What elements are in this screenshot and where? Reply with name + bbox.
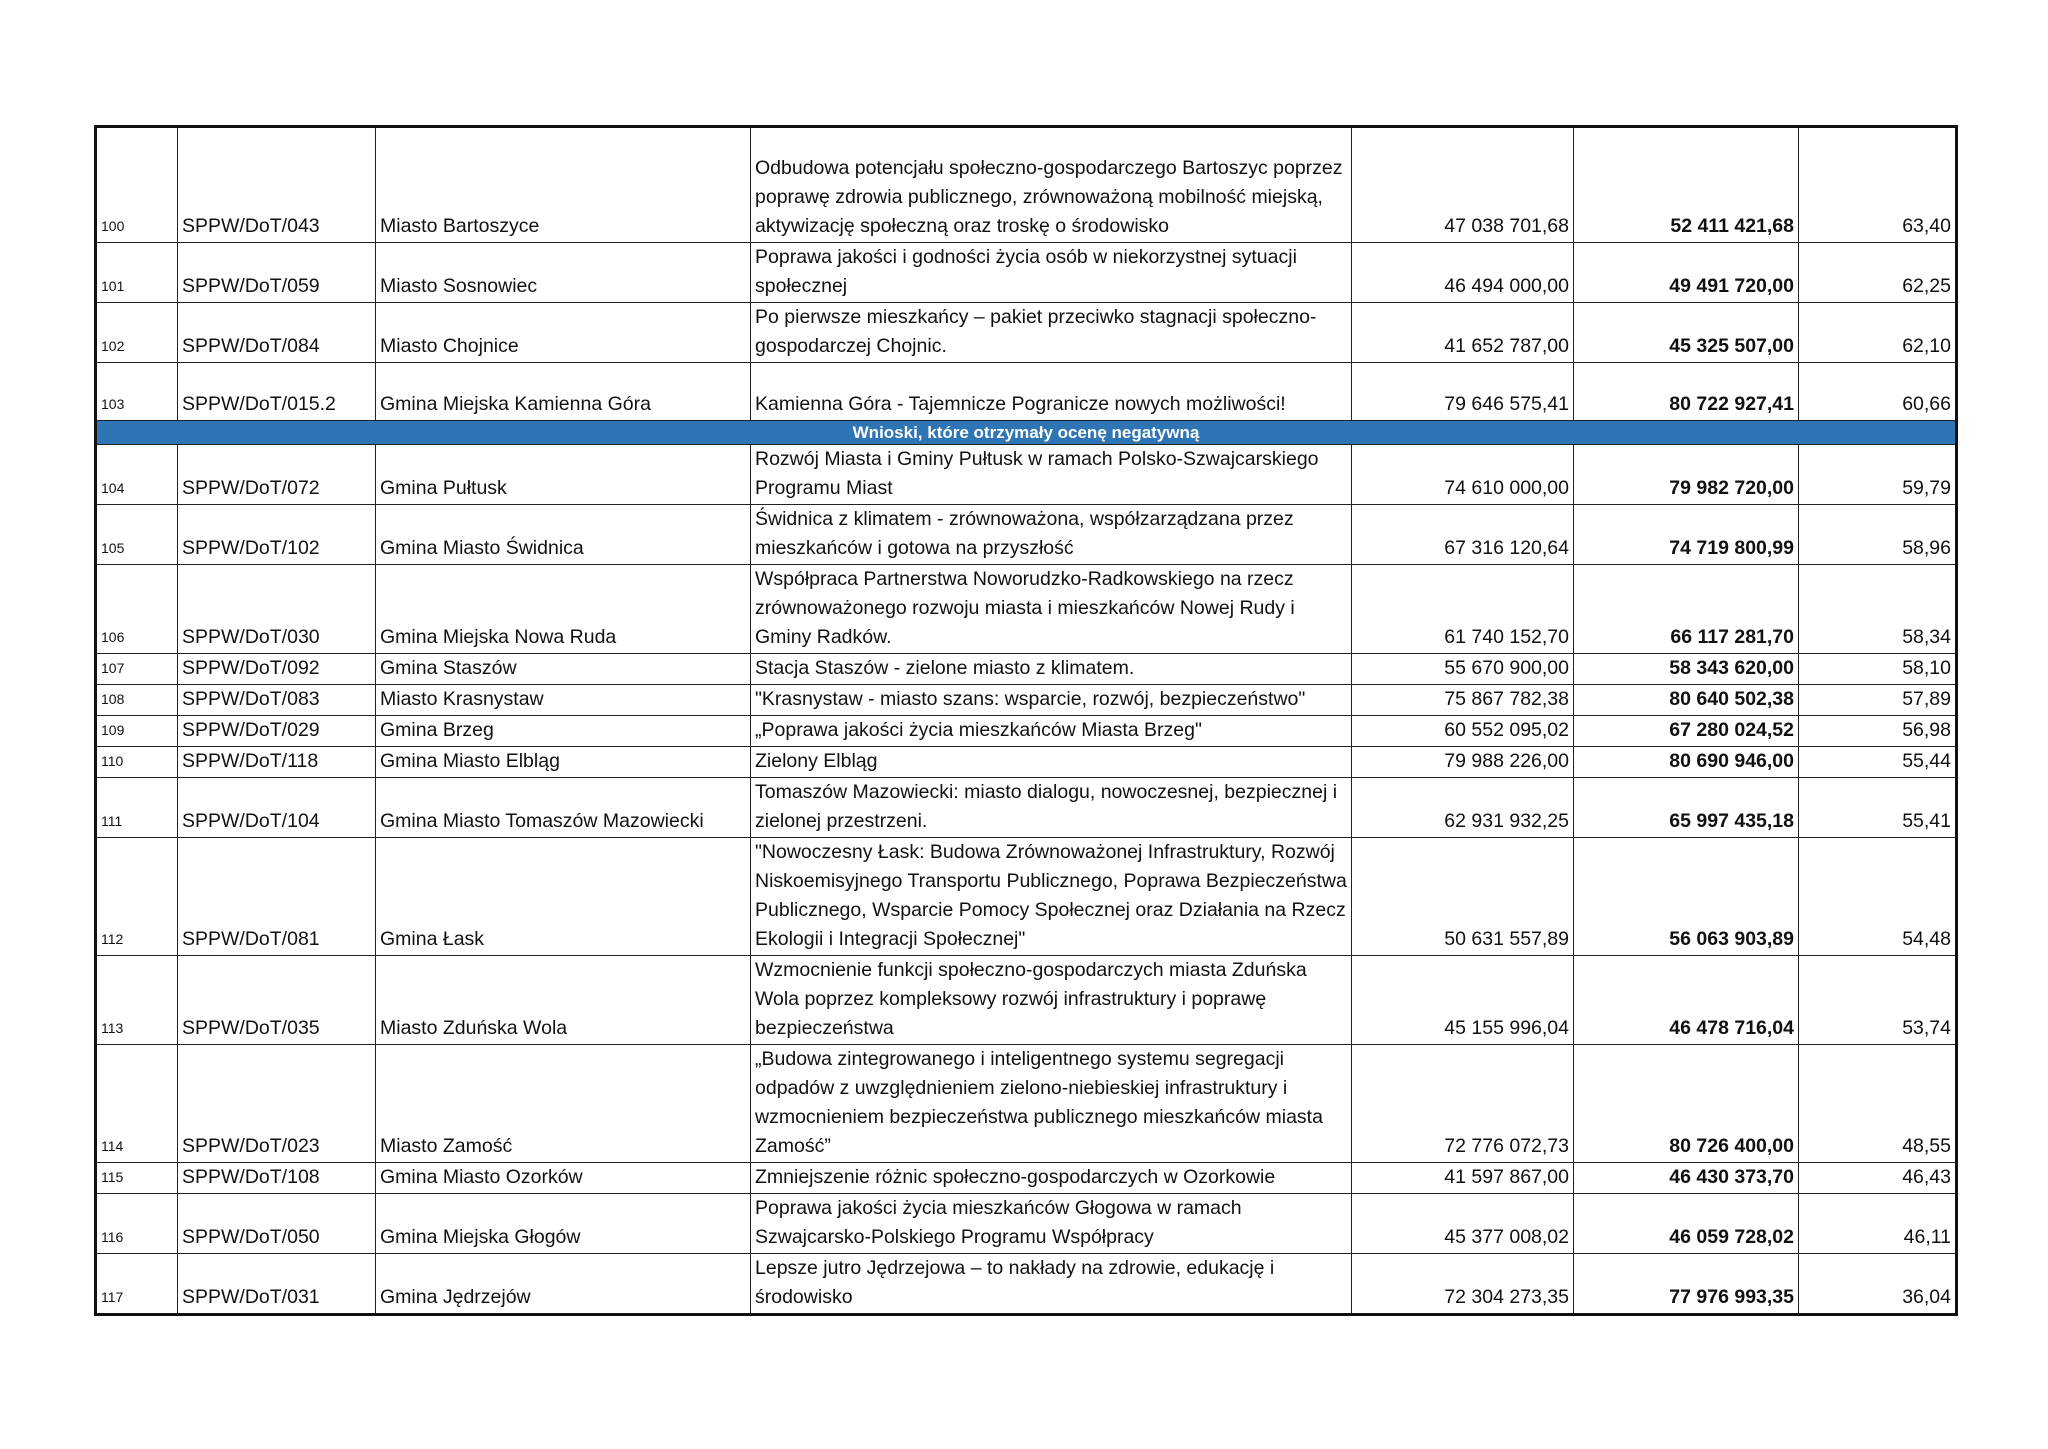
project-title: Rozwój Miasta i Gminy Pułtusk w ramach Polsko-Szwajcarskiego Programu Miast <box>751 445 1352 505</box>
section-header-body <box>96 421 1957 445</box>
table-row <box>96 716 1957 747</box>
application-code: SPPW/DoT/015.2 <box>178 363 376 421</box>
table-row <box>96 1254 1957 1315</box>
applicant-name: Gmina Miasto Ozorków <box>376 1163 751 1194</box>
table-row <box>96 243 1957 303</box>
amount-requested: 61 740 152,70 <box>1352 565 1574 654</box>
score: 57,89 <box>1799 685 1957 716</box>
applicant-name: Gmina Miasto Świdnica <box>376 505 751 565</box>
amount-requested: 50 631 557,89 <box>1352 838 1574 956</box>
amount-total: 65 997 435,18 <box>1574 778 1799 838</box>
amount-total: 79 982 720,00 <box>1574 445 1799 505</box>
application-code: SPPW/DoT/029 <box>178 716 376 747</box>
project-title: „Poprawa jakości życia mieszkańców Miasta Brzeg" <box>751 716 1352 747</box>
score: 58,34 <box>1799 565 1957 654</box>
row-number: 116 <box>96 1194 178 1254</box>
row-number: 108 <box>96 685 178 716</box>
project-title: Stacja Staszów - zielone miasto z klimatem. <box>751 654 1352 685</box>
table-body-after-section <box>96 445 1957 1315</box>
row-number: 117 <box>96 1254 178 1315</box>
amount-requested: 75 867 782,38 <box>1352 685 1574 716</box>
amount-requested: 74 610 000,00 <box>1352 445 1574 505</box>
project-title: Kamienna Góra - Tajemnicze Pogranicze nowych możliwości! <box>751 363 1352 421</box>
applicant-name: Gmina Jędrzejów <box>376 1254 751 1315</box>
amount-requested: 67 316 120,64 <box>1352 505 1574 565</box>
score: 53,74 <box>1799 956 1957 1045</box>
amount-total: 49 491 720,00 <box>1574 243 1799 303</box>
row-number: 113 <box>96 956 178 1045</box>
row-number: 100 <box>96 127 178 243</box>
amount-requested: 41 652 787,00 <box>1352 303 1574 363</box>
score: 60,66 <box>1799 363 1957 421</box>
application-code: SPPW/DoT/043 <box>178 127 376 243</box>
amount-requested: 62 931 932,25 <box>1352 778 1574 838</box>
application-code: SPPW/DoT/023 <box>178 1045 376 1163</box>
amount-requested: 41 597 867,00 <box>1352 1163 1574 1194</box>
amount-requested: 46 494 000,00 <box>1352 243 1574 303</box>
project-title: „Budowa zintegrowanego i inteligentnego systemu segregacji odpadów z uwzględnieniem zielono-niebieskiej infrastruktury i wzmocnieniem bezpieczeństwa publicznego mieszkańców miasta Zamość” <box>751 1045 1352 1163</box>
application-code: SPPW/DoT/072 <box>178 445 376 505</box>
application-code: SPPW/DoT/092 <box>178 654 376 685</box>
application-code: SPPW/DoT/102 <box>178 505 376 565</box>
application-code: SPPW/DoT/083 <box>178 685 376 716</box>
application-code: SPPW/DoT/035 <box>178 956 376 1045</box>
amount-total: 58 343 620,00 <box>1574 654 1799 685</box>
amount-requested: 79 646 575,41 <box>1352 363 1574 421</box>
amount-total: 66 117 281,70 <box>1574 565 1799 654</box>
applicant-name: Miasto Krasnystaw <box>376 685 751 716</box>
applicant-name: Gmina Miejska Nowa Ruda <box>376 565 751 654</box>
table-row <box>96 505 1957 565</box>
applicant-name: Miasto Sosnowiec <box>376 243 751 303</box>
amount-total: 80 722 927,41 <box>1574 363 1799 421</box>
amount-requested: 47 038 701,68 <box>1352 127 1574 243</box>
amount-total: 74 719 800,99 <box>1574 505 1799 565</box>
row-number: 106 <box>96 565 178 654</box>
amount-total: 56 063 903,89 <box>1574 838 1799 956</box>
applications-table <box>94 125 1958 1316</box>
table-row <box>96 1194 1957 1254</box>
score: 46,11 <box>1799 1194 1957 1254</box>
score: 48,55 <box>1799 1045 1957 1163</box>
applicant-name: Miasto Chojnice <box>376 303 751 363</box>
amount-total: 80 640 502,38 <box>1574 685 1799 716</box>
applicant-name: Gmina Pułtusk <box>376 445 751 505</box>
row-number: 103 <box>96 363 178 421</box>
score: 56,98 <box>1799 716 1957 747</box>
application-code: SPPW/DoT/084 <box>178 303 376 363</box>
row-number: 110 <box>96 747 178 778</box>
project-title: Poprawa jakości życia mieszkańców Głogowa w ramach Szwajcarsko-Polskiego Programu Współpracy <box>751 1194 1352 1254</box>
row-number: 114 <box>96 1045 178 1163</box>
project-title: Poprawa jakości i godności życia osób w niekorzystnej sytuacji społecznej <box>751 243 1352 303</box>
applicant-name: Gmina Staszów <box>376 654 751 685</box>
amount-total: 46 430 373,70 <box>1574 1163 1799 1194</box>
table-row <box>96 1045 1957 1163</box>
amount-total: 46 059 728,02 <box>1574 1194 1799 1254</box>
application-code: SPPW/DoT/108 <box>178 1163 376 1194</box>
project-title: Lepsze jutro Jędrzejowa – to nakłady na zdrowie, edukację i środowisko <box>751 1254 1352 1315</box>
table-row <box>96 778 1957 838</box>
row-number: 105 <box>96 505 178 565</box>
application-code: SPPW/DoT/118 <box>178 747 376 778</box>
project-title: Wzmocnienie funkcji społeczno-gospodarczych miasta Zduńska Wola poprzez kompleksowy rozwój infrastruktury i poprawę bezpieczeństwa <box>751 956 1352 1045</box>
table-row <box>96 838 1957 956</box>
application-code: SPPW/DoT/081 <box>178 838 376 956</box>
table-row <box>96 363 1957 421</box>
applicant-name: Gmina Miejska Kamienna Góra <box>376 363 751 421</box>
row-number: 107 <box>96 654 178 685</box>
amount-total: 80 690 946,00 <box>1574 747 1799 778</box>
score: 62,10 <box>1799 303 1957 363</box>
score: 58,96 <box>1799 505 1957 565</box>
project-title: Współpraca Partnerstwa Noworudzko-Radkowskiego na rzecz zrównoważonego rozwoju miasta i mieszkańców Nowej Rudy i Gminy Radków. <box>751 565 1352 654</box>
score: 63,40 <box>1799 127 1957 243</box>
applicant-name: Miasto Bartoszyce <box>376 127 751 243</box>
amount-total: 80 726 400,00 <box>1574 1045 1799 1163</box>
amount-requested: 72 776 072,73 <box>1352 1045 1574 1163</box>
row-number: 109 <box>96 716 178 747</box>
application-code: SPPW/DoT/030 <box>178 565 376 654</box>
table-body-before-section <box>96 127 1957 421</box>
row-number: 112 <box>96 838 178 956</box>
table-row <box>96 445 1957 505</box>
applicant-name: Miasto Zduńska Wola <box>376 956 751 1045</box>
amount-total: 45 325 507,00 <box>1574 303 1799 363</box>
section-header-row <box>96 421 1957 445</box>
applicant-name: Gmina Brzeg <box>376 716 751 747</box>
project-title: "Nowoczesny Łask: Budowa Zrównoważonej Infrastruktury, Rozwój Niskoemisyjnego Transportu Publicznego, Poprawa Bezpieczeństwa Publicznego, Wsparcie Pomocy Społecznej oraz Działania na Rzecz Ekologii i Integracji Społecznej" <box>751 838 1352 956</box>
applicant-name: Gmina Łask <box>376 838 751 956</box>
project-title: Odbudowa potencjału społeczno-gospodarczego Bartoszyc poprzez poprawę zdrowia publicznego, zrównoważoną mobilność miejską, aktywizację społeczną oraz troskę o środowisko <box>751 127 1352 243</box>
amount-requested: 55 670 900,00 <box>1352 654 1574 685</box>
score: 55,41 <box>1799 778 1957 838</box>
applicant-name: Gmina Miejska Głogów <box>376 1194 751 1254</box>
table-row <box>96 303 1957 363</box>
project-title: "Krasnystaw - miasto szans: wsparcie, rozwój, bezpieczeństwo" <box>751 685 1352 716</box>
row-number: 102 <box>96 303 178 363</box>
amount-requested: 72 304 273,35 <box>1352 1254 1574 1315</box>
score: 46,43 <box>1799 1163 1957 1194</box>
table-row <box>96 1163 1957 1194</box>
amount-total: 77 976 993,35 <box>1574 1254 1799 1315</box>
table-row <box>96 654 1957 685</box>
score: 58,10 <box>1799 654 1957 685</box>
project-title: Świdnica z klimatem - zrównoważona, współzarządzana przez mieszkańców i gotowa na przyszłość <box>751 505 1352 565</box>
score: 36,04 <box>1799 1254 1957 1315</box>
amount-total: 52 411 421,68 <box>1574 127 1799 243</box>
application-code: SPPW/DoT/059 <box>178 243 376 303</box>
application-code: SPPW/DoT/104 <box>178 778 376 838</box>
row-number: 115 <box>96 1163 178 1194</box>
row-number: 104 <box>96 445 178 505</box>
table-row <box>96 127 1957 243</box>
project-title: Zmniejszenie różnic społeczno-gospodarczych w Ozorkowie <box>751 1163 1352 1194</box>
project-title: Po pierwsze mieszkańcy – pakiet przeciwko stagnacji społeczno-gospodarczej Chojnic. <box>751 303 1352 363</box>
amount-requested: 60 552 095,02 <box>1352 716 1574 747</box>
applicant-name: Gmina Miasto Elbląg <box>376 747 751 778</box>
applicant-name: Gmina Miasto Tomaszów Mazowiecki <box>376 778 751 838</box>
amount-requested: 45 155 996,04 <box>1352 956 1574 1045</box>
project-title: Tomaszów Mazowiecki: miasto dialogu, nowoczesnej, bezpiecznej i zielonej przestrzeni. <box>751 778 1352 838</box>
score: 62,25 <box>1799 243 1957 303</box>
application-code: SPPW/DoT/050 <box>178 1194 376 1254</box>
amount-requested: 45 377 008,02 <box>1352 1194 1574 1254</box>
score: 55,44 <box>1799 747 1957 778</box>
section-header: Wnioski, które otrzymały ocenę negatywną <box>96 421 1957 445</box>
score: 59,79 <box>1799 445 1957 505</box>
table-row <box>96 747 1957 778</box>
amount-total: 46 478 716,04 <box>1574 956 1799 1045</box>
amount-total: 67 280 024,52 <box>1574 716 1799 747</box>
score: 54,48 <box>1799 838 1957 956</box>
row-number: 111 <box>96 778 178 838</box>
row-number: 101 <box>96 243 178 303</box>
table-row <box>96 956 1957 1045</box>
amount-requested: 79 988 226,00 <box>1352 747 1574 778</box>
application-code: SPPW/DoT/031 <box>178 1254 376 1315</box>
table-row <box>96 565 1957 654</box>
table-row <box>96 685 1957 716</box>
applicant-name: Miasto Zamość <box>376 1045 751 1163</box>
project-title: Zielony Elbląg <box>751 747 1352 778</box>
